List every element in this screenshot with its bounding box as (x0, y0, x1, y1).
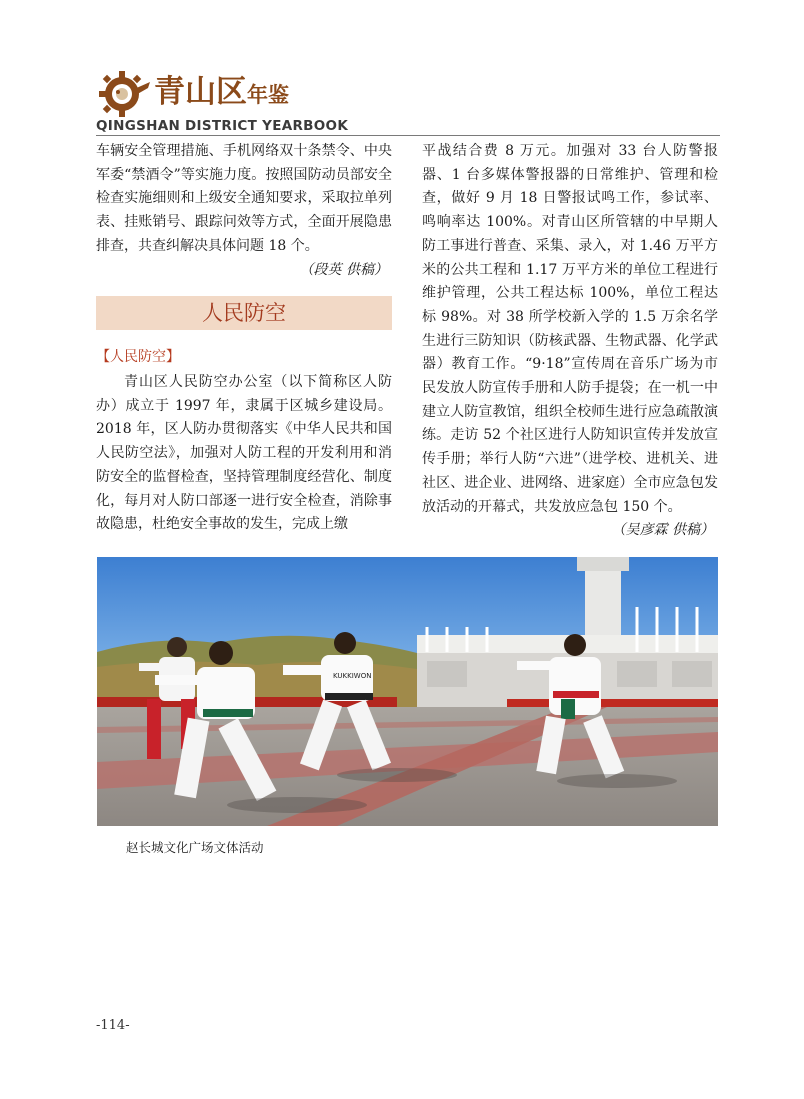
left-credit-1: （段英 供稿） (299, 261, 388, 278)
right-paragraph: 平战结合费 8 万元。加强对 33 台人防警报器、1 台多媒体警报器的日常维护、管理和检查，做好 9 月 18 日警报试鸣工作，参试率、鸣响率达 100%。对青山区所管辖的中早期人防工事进行普查、采集、录入，对 1.46 万平方米的公共工程和 1.17 万平方米的单位工程进行维护管理，公共工程达标 100%，单位工程达标 98%。对 38 所学校新入学的 1.5 万余名学生进行三防知识（防核武器、生物武器、化学武器）教育工作。“9·18”宣传周在音乐广场为市民发放人防宣传手册和人防手提袋；在一机一中建立人防宣教馆，组织全校师生进行应急疏散演练。走访 52 个社区进行人防知识宣传并发放宣传手册；举行人防“六进”（进学校、进机关、进社区、进企业、进网络、进家庭）全市应急包发放活动的开幕式，共发放应急包 150 个。 (422, 143, 718, 515)
yearbook-subtitle: QINGSHAN DISTRICT YEARBOOK (96, 118, 349, 134)
uniform-text: KUKKIWON (333, 672, 372, 680)
photo-illustration (97, 557, 718, 826)
section-paragraph: 青山区人民防空办公室（以下简称区人防办）成立于 1997 年，隶属于区城乡建设局。2018 年，区人防办贯彻落实《中华人民共和国人民防空法》，加强对人防工程的开发利用和消防安全的监督检查，坚持管理制度经营化、制度化，每月对人防口部逐一进行安全检查，消除事故隐患，杜绝安全事故的发生，完成上缴 (96, 374, 392, 533)
yearbook-title (154, 72, 289, 115)
left-column-top (96, 140, 392, 282)
yearbook-title-small: 年鉴 (247, 83, 289, 107)
section-subhead: 【人民防空】 (96, 349, 180, 365)
right-column (422, 140, 718, 543)
header-divider (96, 135, 720, 136)
right-credit: （吴彦霖 供稿） (611, 522, 714, 539)
yearbook-gear-logo-icon (96, 68, 152, 118)
page-header (96, 66, 720, 136)
section-title: 人民防空 (202, 301, 286, 325)
taekwondo-photo (97, 557, 718, 826)
yearbook-title-main: 青山区 (154, 74, 247, 110)
photo-caption: 赵长城文化广场文体活动 (126, 840, 264, 855)
left-column-bottom (96, 371, 392, 537)
page-number: -114- (96, 1018, 130, 1033)
section-heading-box (96, 296, 392, 330)
left-paragraph-1: 车辆安全管理措施、手机网络双十条禁令、中央军委“禁酒令”等实施力度。按照国防动员部安全检查实施细则和上级安全通知要求，采取拉单列表、挂账销号、跟踪问效等方式，全面开展隐患排查，共查纠解决具体问题 18 个。 (96, 143, 392, 254)
